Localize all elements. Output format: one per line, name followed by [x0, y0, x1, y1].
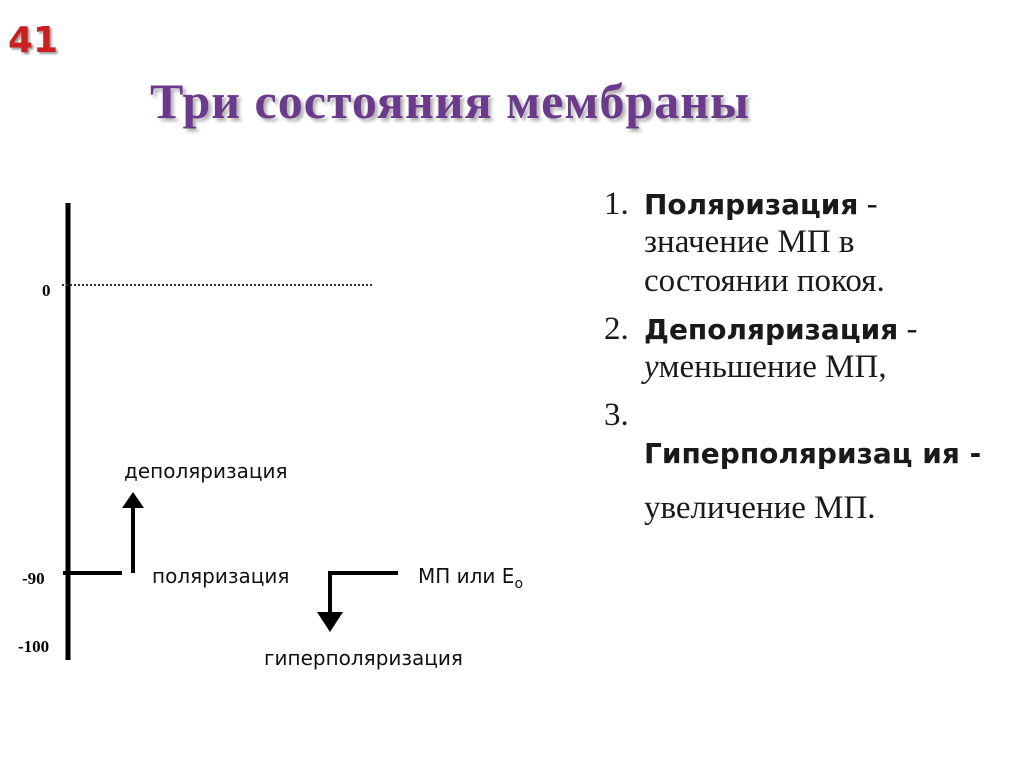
tick-label-minus-100: -100 [18, 637, 50, 656]
item-description-end: меньшение МП, [658, 349, 887, 386]
label-hyperpolarization: гиперполяризация [264, 646, 463, 670]
tick-label-0: 0 [42, 281, 51, 300]
depolarization-arrowhead [122, 492, 144, 508]
item-description: - [898, 310, 918, 347]
list-item-hyperpolarization [604, 396, 1004, 527]
item-description: увеличение МП. [644, 489, 876, 526]
slide-number: 41 [8, 20, 59, 61]
label-polarization: поляризация [152, 564, 290, 588]
list-item-polarization [604, 185, 1004, 300]
states-list [604, 185, 1004, 537]
term-hyperpolarization: Гиперполяризац ия - [644, 437, 982, 471]
term-polarization: Поляризация [644, 188, 859, 221]
hyperpolarization-arrowhead [317, 612, 343, 632]
label-mp-subscript: о [514, 576, 524, 592]
slide-title: Три состояния мембраны [150, 73, 751, 129]
label-mp-or-e0 [418, 564, 523, 592]
label-mp-base: МП или Е [418, 564, 515, 588]
list-item-number: 3. [604, 397, 629, 434]
list-item-depolarization [604, 310, 1004, 387]
list-item-number: 2. [604, 310, 629, 347]
tick-label-minus-90: -90 [22, 569, 45, 588]
item-description: - значение МП в состоянии покоя. [644, 186, 885, 299]
term-depolarization: Деполяризация [644, 312, 899, 346]
item-description-first-letter: у [644, 349, 659, 386]
label-depolarization: деполяризация [124, 459, 288, 483]
list-item-number: 1. [604, 186, 629, 222]
